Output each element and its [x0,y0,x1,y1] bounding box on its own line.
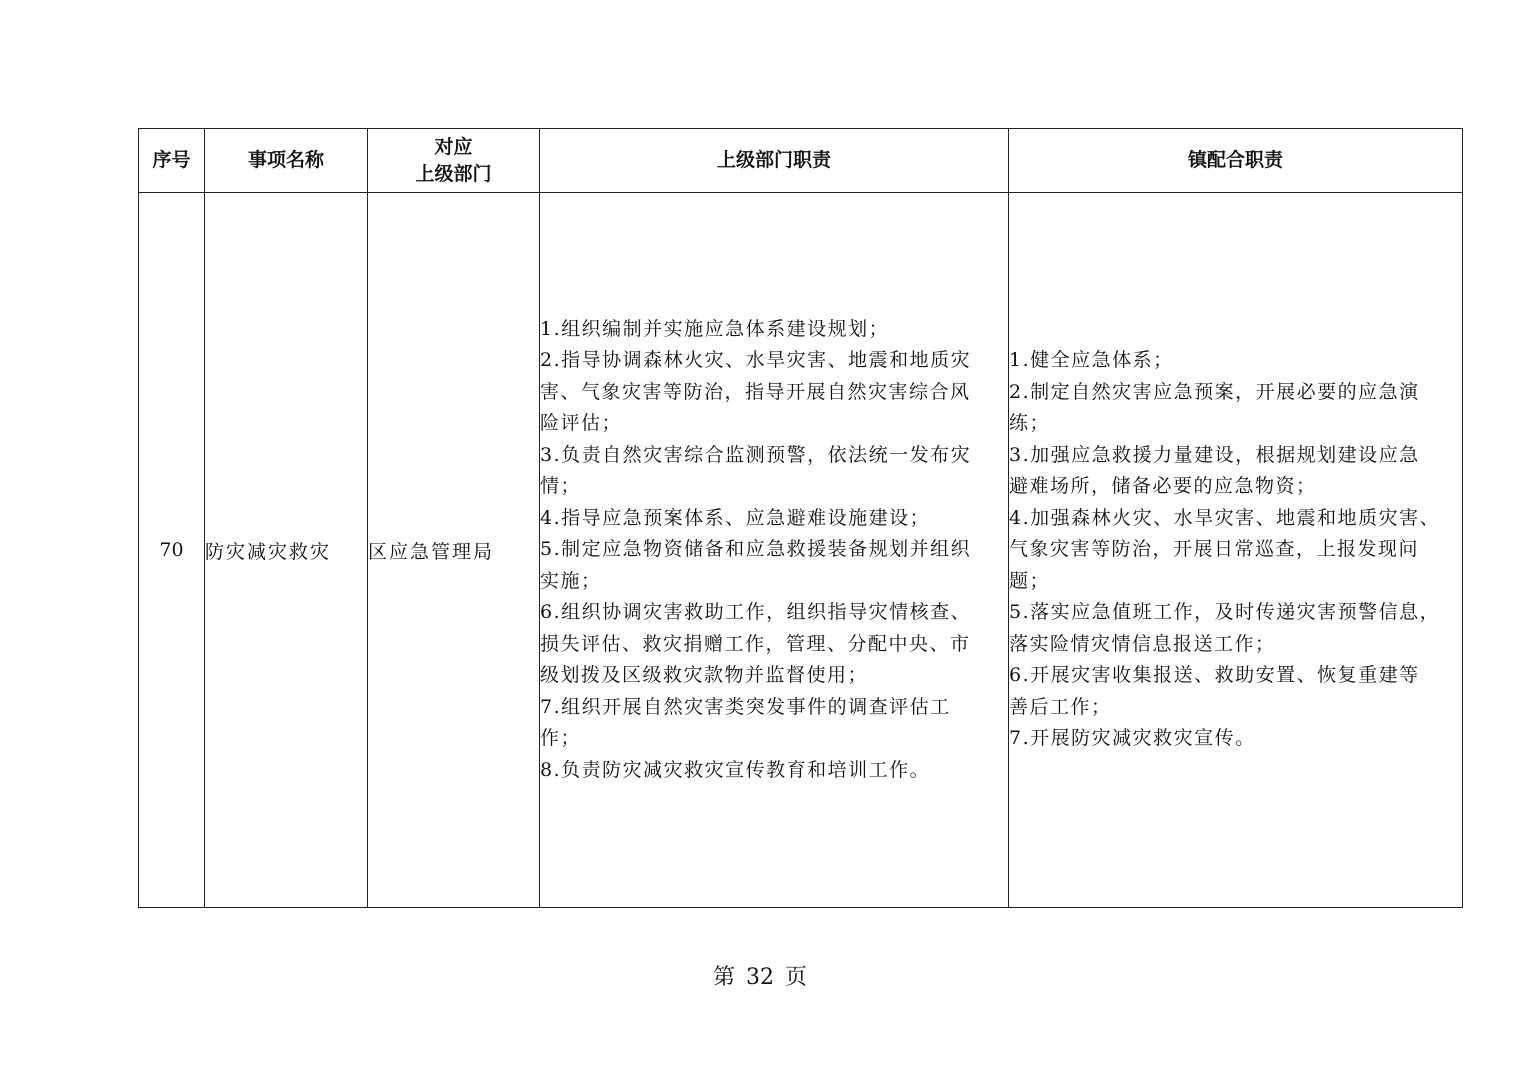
town-duty-line: 7.开展防灾减灾救灾宣传。 [1009,727,1256,750]
town-duty-line: 6.开展灾害收集报送、救助安置、恢复重建等 [1009,664,1420,687]
upper-duty-line: 6.组织协调灾害救助工作，组织指导灾情核查、 [540,601,972,624]
header-item-name: 事项名称 [205,129,368,193]
header-seq: 序号 [139,129,205,193]
upper-duty-line: 险评估； [540,412,623,435]
upper-duty-list [540,193,1009,908]
table-row [139,193,1463,908]
upper-duty-line: 损失评估、救灾捐赠工作，管理、分配中央、市 [540,632,971,655]
row-dept: 区应急管理局 [368,193,540,908]
town-duty-list [1009,193,1463,908]
header-row [139,129,1463,193]
header-upper-duty: 上级部门职责 [540,129,1009,193]
town-duty-line: 5.落实应急值班工作，及时传递灾害预警信息， [1009,601,1441,624]
upper-duty-line: 作； [540,727,582,750]
upper-duty-line: 5.制定应急物资储备和应急救援装备规划并组织 [540,538,972,561]
upper-duty-line: 1.组织编制并实施应急体系建设规划； [540,317,890,340]
upper-duty-line: 实施； [540,569,602,592]
header-dept-line1: 对应 [434,135,473,158]
page-number: 第 32 页 [713,965,807,990]
upper-duty-line: 3.负责自然灾害综合监测预警，依法统一发布灾 [540,443,972,466]
row-seq: 70 [139,193,205,908]
town-duty-line: 避难场所，储备必要的应急物资； [1009,475,1317,498]
town-duty-line: 3.加强应急救援力量建设，根据规划建设应急 [1009,443,1420,466]
town-duty-line: 题； [1009,569,1051,592]
upper-duty-line: 2.指导协调森林火灾、水旱灾害、地震和地质灾 [540,349,972,372]
header-town-duty: 镇配合职责 [1009,129,1463,193]
town-duty-line: 善后工作； [1009,695,1112,718]
upper-duty-line: 情； [540,475,582,498]
town-duty-line: 1.健全应急体系； [1009,349,1174,372]
row-item-name: 防灾减灾救灾 [205,193,368,908]
town-duty-line: 4.加强森林火灾、水旱灾害、地震和地质灾害、 [1009,506,1441,529]
header-dept-line2: 上级部门 [415,162,492,185]
town-duty-line: 气象灾害等防治，开展日常巡查，上报发现问 [1009,538,1420,561]
upper-duty-line: 害、气象灾害等防治，指导开展自然灾害综合风 [540,380,971,403]
header-dept [368,129,540,193]
town-duty-line: 落实险情灾情信息报送工作； [1009,632,1276,655]
upper-duty-line: 4.指导应急预案体系、应急避难设施建设； [540,506,931,529]
upper-duty-line: 7.组织开展自然灾害类突发事件的调查评估工 [540,695,951,718]
upper-duty-line: 8.负责防灾减灾救灾宣传教育和培训工作。 [540,758,931,781]
upper-duty-line: 级划拨及区级救灾款物并监督使用； [540,664,869,687]
town-duty-line: 练； [1009,412,1051,435]
duty-table [138,128,1463,908]
town-duty-line: 2.制定自然灾害应急预案，开展必要的应急演 [1009,380,1420,403]
